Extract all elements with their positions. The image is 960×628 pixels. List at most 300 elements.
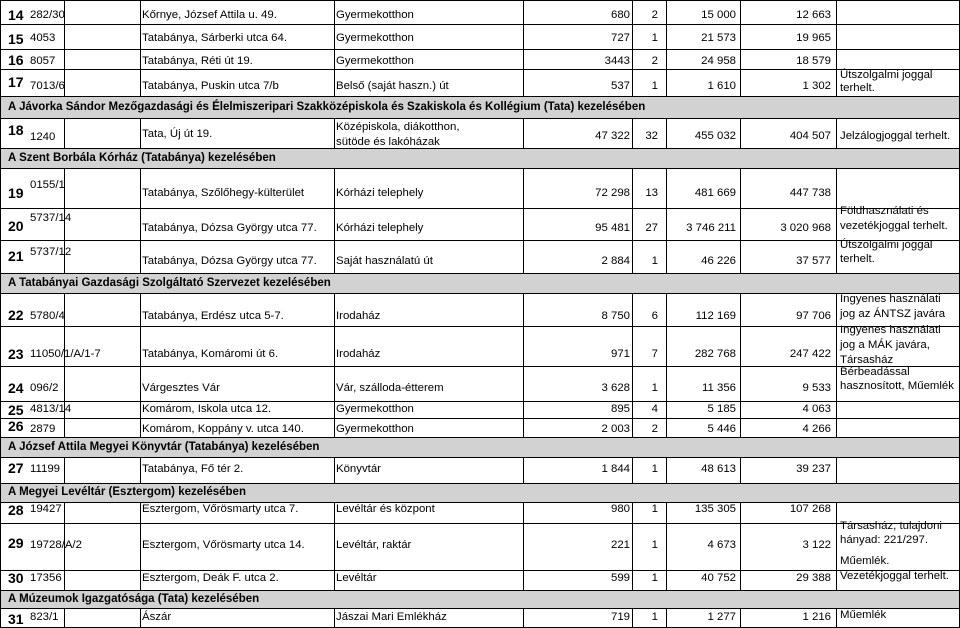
column-divider [836, 418, 837, 437]
column-divider [334, 24, 335, 49]
column-divider [666, 608, 667, 627]
table-edge [0, 273, 1, 293]
address: Tatabánya, Szőlőhegy-külterület [142, 187, 305, 199]
area-value: 221 [610, 539, 630, 551]
column-divider [740, 208, 741, 240]
column-divider [836, 208, 837, 240]
column-divider [334, 326, 335, 366]
remark: Ingyenes használati [840, 293, 941, 305]
column-divider [334, 118, 335, 148]
count-value: 2 [651, 9, 658, 21]
parcel-number: 5737/12 [30, 246, 72, 258]
column-divider [632, 366, 633, 401]
row-divider [0, 483, 960, 484]
gross-value: 21 573 [701, 32, 736, 44]
row-number: 24 [8, 380, 24, 396]
address: Tatabánya, Réti út 19. [142, 55, 253, 67]
count-value: 13 [645, 187, 658, 199]
row-divider [0, 293, 960, 294]
count-value: 1 [651, 80, 658, 92]
net-value: 404 507 [789, 130, 831, 142]
column-divider [740, 240, 741, 273]
row-number: 20 [8, 218, 24, 234]
column-divider [666, 208, 667, 240]
gross-value: 135 305 [694, 503, 736, 515]
net-value: 18 579 [796, 55, 831, 67]
address: Tatabánya, Erdész utca 5-7. [142, 310, 284, 322]
remark: terhelt. [840, 253, 875, 265]
usage: Levéltár [336, 572, 377, 584]
area-value: 3 628 [601, 382, 630, 394]
column-divider [523, 570, 524, 590]
net-value: 29 388 [796, 572, 831, 584]
column-divider [523, 523, 524, 570]
row-number: 28 [8, 502, 24, 518]
column-divider [836, 293, 837, 326]
column-divider [740, 326, 741, 366]
usage: Jászai Mari Emlékház [336, 611, 447, 623]
address: Komárom, Iskola utca 12. [142, 403, 272, 415]
column-divider [836, 502, 837, 523]
column-divider [334, 457, 335, 483]
column-divider [836, 69, 837, 96]
parcel-number: 823/1 [30, 611, 59, 623]
table-edge [0, 148, 1, 168]
section-title: A Jávorka Sándor Mezőgazdasági és Élelmiszeripari Szakközépiskola és Szakiskola és Kollégium (Tata) kezelésében [8, 100, 646, 113]
remark: Társasház, tulajdoni [840, 520, 942, 532]
column-divider [334, 293, 335, 326]
row-divider [0, 0, 960, 1]
column-divider [632, 293, 633, 326]
row-number: 19 [8, 185, 24, 201]
net-value: 97 706 [796, 310, 831, 322]
column-divider [666, 118, 667, 148]
column-divider [523, 418, 524, 437]
gross-value: 40 752 [701, 572, 736, 584]
usage: Levéltár és központ [336, 503, 435, 515]
row-number: 29 [8, 535, 24, 551]
column-divider [632, 208, 633, 240]
remark: Útszolgalmi joggal [840, 69, 933, 81]
count-value: 32 [645, 130, 658, 142]
count-value: 1 [651, 32, 658, 44]
remark: vezetékjoggal terhelt. [840, 220, 948, 232]
column-divider [523, 240, 524, 273]
net-value: 1 302 [802, 80, 831, 92]
column-divider [666, 69, 667, 96]
column-divider [334, 168, 335, 208]
column-divider [836, 523, 837, 570]
row-divider [0, 590, 960, 591]
column-divider [632, 401, 633, 418]
parcel-number: 11050/1/A/1-7 [30, 348, 101, 360]
parcel-number: 7013/6 [30, 80, 65, 92]
gross-value: 11 356 [702, 382, 736, 394]
row-divider [0, 96, 960, 97]
area-value: 971 [610, 348, 630, 360]
usage: Kórházi telephely [336, 187, 424, 199]
column-divider [523, 608, 524, 627]
row-divider [0, 437, 960, 438]
gross-value: 15 000 [701, 9, 736, 21]
column-divider [523, 326, 524, 366]
usage: Irodaház [336, 310, 381, 322]
count-value: 4 [651, 403, 658, 415]
row-divider [0, 366, 960, 367]
parcel-number: 282/30 [30, 9, 65, 21]
area-value: 8 750 [601, 310, 630, 322]
row-number: 25 [8, 402, 24, 418]
gross-value: 481 669 [694, 187, 736, 199]
column-divider [523, 502, 524, 523]
area-value: 719 [610, 611, 630, 623]
count-value: 1 [651, 463, 658, 475]
row-divider [0, 326, 960, 327]
row-divider [0, 570, 960, 571]
column-divider [740, 69, 741, 96]
gross-value: 5 446 [707, 423, 736, 435]
area-value: 727 [610, 32, 630, 44]
column-divider [334, 208, 335, 240]
row-divider [0, 24, 960, 25]
column-divider [740, 457, 741, 483]
row-number: 27 [8, 460, 24, 476]
row-number: 18 [8, 122, 24, 138]
column-divider [666, 326, 667, 366]
column-divider [836, 24, 837, 49]
usage: Vár, szálloda-étterem [336, 382, 444, 394]
usage: Gyermekotthon [336, 32, 414, 44]
column-divider [523, 457, 524, 483]
column-divider [523, 118, 524, 148]
row-number: 14 [8, 7, 24, 23]
row-divider [0, 208, 960, 209]
gross-value: 4 673 [707, 539, 736, 551]
column-divider [0, 523, 1, 570]
parcel-number: 096/2 [30, 382, 59, 394]
usage: Gyermekotthon [336, 9, 414, 21]
column-divider [632, 240, 633, 273]
column-divider [0, 418, 1, 437]
remark: terhelt. [840, 82, 875, 94]
column-divider [0, 457, 1, 483]
column-divider [334, 502, 335, 523]
gross-value: 1 277 [707, 611, 736, 623]
remark: Társasház [840, 354, 894, 366]
address: Esztergom, Deák F. utca 2. [142, 572, 279, 584]
column-divider [836, 457, 837, 483]
column-divider [740, 401, 741, 418]
column-divider [632, 418, 633, 437]
column-divider [666, 523, 667, 570]
column-divider [836, 118, 837, 148]
address: Tatabánya, Fő tér 2. [142, 463, 244, 475]
count-value: 27 [645, 222, 658, 234]
row-number: 31 [8, 611, 24, 627]
remark: jog a MÁK javára, [840, 339, 930, 351]
column-divider [334, 49, 335, 69]
column-divider [666, 293, 667, 326]
parcel-number: 2879 [30, 423, 56, 435]
gross-value: 1 610 [707, 80, 736, 92]
remark: Vezetékjoggal terhelt. [840, 570, 949, 582]
gross-value: 48 613 [701, 463, 736, 475]
net-value: 12 663 [796, 9, 831, 21]
parcel-number: 4813/14 [30, 403, 72, 415]
net-value: 447 738 [789, 187, 831, 199]
row-number: 16 [8, 52, 24, 68]
table-edge [0, 437, 1, 457]
area-value: 980 [610, 503, 630, 515]
address: Tatabánya, Dózsa György utca 77. [142, 222, 317, 234]
parcel-number: 11199 [30, 463, 60, 475]
address: Tatabánya, Puskin utca 7/b [142, 80, 279, 92]
column-divider [334, 401, 335, 418]
remark: Jelzálogjoggal terhelt. [840, 130, 951, 142]
count-value: 2 [651, 55, 658, 67]
column-divider [523, 24, 524, 49]
row-divider [0, 240, 960, 241]
remark: Útszolgalmi joggal [840, 239, 933, 251]
row-divider [0, 69, 960, 70]
usage: Gyermekotthon [336, 403, 414, 415]
net-value: 247 422 [789, 348, 831, 360]
area-value: 1 844 [601, 463, 630, 475]
area-value: 537 [610, 80, 630, 92]
parcel-number: 17356 [30, 572, 62, 584]
address: Tatabánya, Komáromi út 6. [142, 348, 279, 360]
column-divider [740, 418, 741, 437]
column-divider [836, 0, 837, 24]
address: Tatabánya, Sárberki utca 64. [142, 32, 288, 44]
net-value: 39 237 [796, 463, 831, 475]
address: Esztergom, Vőrösmarty utca 7. [142, 503, 299, 515]
column-divider [0, 326, 1, 366]
usage: Saját használatú út [336, 255, 433, 267]
column-divider [523, 208, 524, 240]
section-title: A Múzeumok Igazgatósága (Tata) kezelésében [8, 592, 260, 605]
parcel-number: 5737/14 [30, 212, 72, 224]
row-number: 22 [8, 307, 24, 323]
column-divider [523, 49, 524, 69]
column-divider [523, 293, 524, 326]
gross-value: 3 746 211 [686, 222, 736, 234]
column-divider [334, 523, 335, 570]
column-divider [0, 570, 1, 590]
column-divider [0, 502, 1, 523]
column-divider [632, 326, 633, 366]
remark: jog az ÁNTSZ javára [840, 308, 946, 320]
column-divider [836, 401, 837, 418]
column-divider [836, 570, 837, 590]
column-divider [666, 366, 667, 401]
column-divider [836, 49, 837, 69]
column-divider [632, 502, 633, 523]
section-title: A József Attila Megyei Könyvtár (Tatabánya) kezelésében [8, 440, 320, 453]
row-divider [0, 168, 960, 169]
area-value: 95 481 [595, 222, 630, 234]
column-divider [0, 240, 1, 273]
column-divider [740, 608, 741, 627]
remark: Földhasználati és [840, 205, 929, 217]
usage: Kórházi telephely [336, 222, 424, 234]
address: Várgesztes Vár [142, 382, 220, 394]
column-divider [740, 293, 741, 326]
remark: Bérbeadással [840, 366, 910, 378]
column-divider [334, 608, 335, 627]
row-divider [0, 118, 960, 119]
column-divider [632, 69, 633, 96]
column-divider [523, 401, 524, 418]
column-divider [523, 168, 524, 208]
section-title: A Megyei Levéltár (Esztergom) kezelésében [8, 486, 246, 498]
usage: Gyermekotthon [336, 423, 414, 435]
column-divider [666, 49, 667, 69]
column-divider [0, 293, 1, 326]
address: Esztergom, Vőrösmarty utca 14. [142, 539, 305, 551]
column-divider [666, 418, 667, 437]
column-divider [523, 0, 524, 24]
column-divider [334, 69, 335, 96]
net-value: 37 577 [796, 255, 831, 267]
column-divider [632, 0, 633, 24]
net-value: 3 020 968 [780, 222, 831, 234]
area-value: 2 884 [601, 255, 630, 267]
gross-value: 5 185 [707, 403, 736, 415]
table-edge [0, 483, 1, 502]
row-number: 26 [8, 418, 24, 434]
parcel-number: 19427 [30, 503, 62, 515]
count-value: 1 [651, 539, 658, 551]
column-divider [0, 401, 1, 418]
column-divider [740, 366, 741, 401]
net-value: 9 533 [802, 382, 831, 394]
parcel-number: 4053 [30, 32, 56, 44]
row-divider [0, 148, 960, 149]
usage: Levéltár, raktár [336, 539, 412, 551]
column-divider [632, 49, 633, 69]
area-value: 680 [610, 9, 630, 21]
column-divider [666, 240, 667, 273]
column-divider [632, 457, 633, 483]
column-divider [0, 118, 1, 148]
gross-value: 112 169 [695, 310, 736, 322]
net-value: 4 266 [802, 423, 831, 435]
count-value: 7 [651, 348, 658, 360]
column-divider [632, 168, 633, 208]
column-divider [740, 0, 741, 24]
usage: Könyvtár [336, 463, 381, 475]
column-divider [836, 366, 837, 401]
gross-value: 24 958 [701, 55, 736, 67]
net-value: 107 268 [789, 503, 831, 515]
row-number: 15 [8, 31, 24, 47]
section-title: A Szent Borbála Kórház (Tatabánya) kezelésében [8, 151, 276, 164]
count-value: 1 [651, 255, 658, 267]
count-value: 1 [651, 503, 658, 515]
count-value: 2 [651, 423, 658, 435]
column-divider [666, 168, 667, 208]
column-divider [666, 570, 667, 590]
count-value: 1 [651, 611, 658, 623]
row-divider [0, 457, 960, 458]
net-value: 4 063 [802, 403, 831, 415]
gross-value: 46 226 [701, 255, 736, 267]
row-divider [0, 608, 960, 609]
column-divider [666, 401, 667, 418]
net-value: 3 122 [802, 539, 831, 551]
section-title: A Tatabányai Gazdasági Szolgáltató Szervezet kezelésében [8, 276, 331, 289]
column-divider [334, 240, 335, 273]
address: Komárom, Koppány v. utca 140. [142, 423, 304, 435]
count-value: 1 [651, 382, 658, 394]
area-value: 47 322 [595, 130, 630, 142]
column-divider [836, 168, 837, 208]
column-divider [0, 608, 1, 627]
area-value: 599 [610, 572, 630, 584]
column-divider [666, 502, 667, 523]
row-divider [0, 49, 960, 50]
column-divider [0, 49, 1, 69]
column-divider [0, 0, 1, 24]
remark: Műemlék. [840, 555, 890, 567]
column-divider [334, 418, 335, 437]
table-edge [0, 590, 1, 608]
column-divider [666, 0, 667, 24]
net-value: 1 216 [802, 611, 831, 623]
count-value: 6 [651, 310, 658, 322]
column-divider [632, 24, 633, 49]
row-divider [0, 418, 960, 419]
remark: Ingyenes használati [840, 324, 941, 336]
column-divider [666, 457, 667, 483]
column-divider [523, 69, 524, 96]
column-divider [836, 326, 837, 366]
area-value: 3443 [604, 55, 630, 67]
row-number: 21 [8, 248, 24, 264]
address: Kőrnye, József Attila u. 49. [142, 9, 277, 21]
parcel-number: 1240 [30, 131, 56, 143]
column-divider [632, 570, 633, 590]
column-divider [0, 208, 1, 240]
column-divider [0, 69, 1, 96]
row-divider [0, 273, 960, 274]
column-divider [334, 570, 335, 590]
gross-value: 455 032 [694, 130, 736, 142]
column-divider [632, 118, 633, 148]
area-value: 2 003 [601, 423, 630, 435]
column-divider [740, 168, 741, 208]
column-divider [523, 366, 524, 401]
net-value: 19 965 [796, 32, 831, 44]
row-number: 17 [8, 74, 24, 90]
gross-value: 282 768 [694, 348, 736, 360]
column-divider [740, 118, 741, 148]
column-divider [632, 608, 633, 627]
parcel-number: 5780/4 [30, 310, 65, 322]
address: Tata, Új út 19. [142, 128, 213, 140]
usage: Középiskola, diákotthon, [336, 121, 460, 133]
column-divider [740, 502, 741, 523]
remark: hányad: 221/297. [840, 534, 929, 546]
column-divider [666, 24, 667, 49]
address: Tatabánya, Dózsa György utca 77. [142, 255, 317, 267]
column-divider [0, 168, 1, 208]
column-divider [632, 523, 633, 570]
row-number: 30 [8, 570, 24, 586]
remark: Műemlék [840, 609, 887, 621]
table-edge [0, 96, 1, 118]
